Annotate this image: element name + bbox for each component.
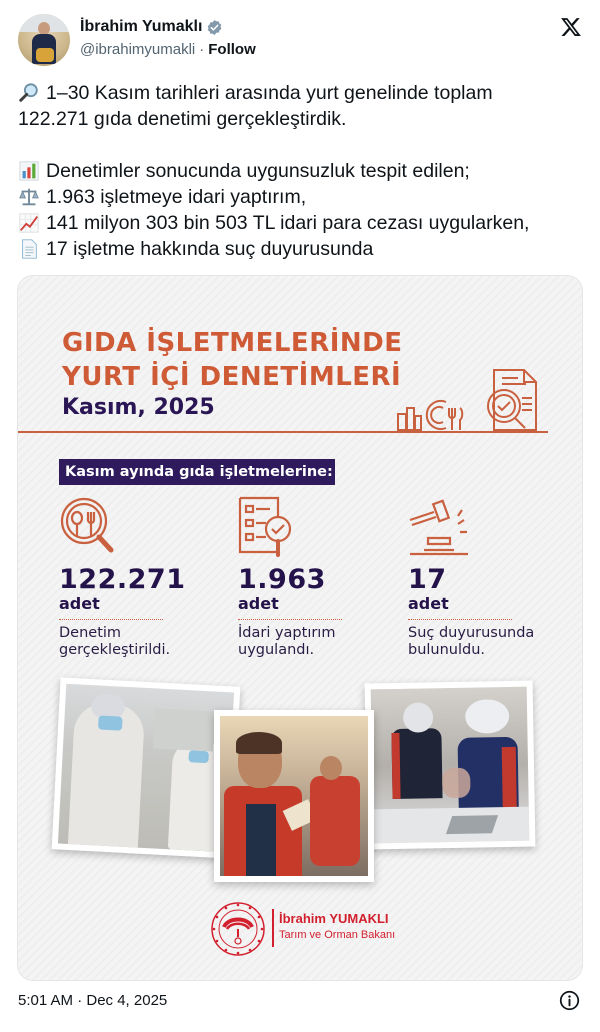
handle-row xyxy=(80,41,256,58)
stat-divider xyxy=(408,619,512,620)
magnifying-glass-icon xyxy=(18,82,40,104)
ministry-signature xyxy=(210,901,410,961)
author-name[interactable]: İbrahim Yumaklı xyxy=(80,18,203,35)
tweet-line: Denetimler sonucunda uygunsuzluk tespit edilen; xyxy=(18,158,584,184)
stat-unit: adet xyxy=(408,594,449,613)
stat-divider xyxy=(238,619,342,620)
chart-increasing-icon xyxy=(18,212,40,234)
gavel-icon xyxy=(408,496,470,558)
inspectors-weighing-food-photo xyxy=(365,681,536,850)
stat-description: uygulandı. xyxy=(238,642,315,658)
tweet-text xyxy=(18,80,584,262)
stat-description: gerçekleştirildi. xyxy=(59,642,171,658)
info-icon[interactable] xyxy=(559,990,580,1011)
stat-inspections xyxy=(59,496,229,659)
tweet-line: 141 milyon 303 bin 503 TL idari para cezası uygularken, xyxy=(18,210,584,236)
stat-unit: adet xyxy=(238,594,279,613)
author-handle[interactable]: @ibrahimyumakli xyxy=(80,41,196,58)
photo-collage xyxy=(18,676,583,886)
stat-description: bulunuldu. xyxy=(408,642,486,658)
ministry-seal-icon xyxy=(210,901,266,957)
document-search-icon xyxy=(488,370,536,430)
tweet-line: 1.963 işletmeye idari yaptırım, xyxy=(18,184,584,210)
tweet-blank-line xyxy=(18,132,584,158)
stat-description: Denetim xyxy=(59,625,122,641)
signature-divider xyxy=(272,909,274,947)
stat-value: 1.963 xyxy=(238,564,326,595)
inspectors-in-lab-photo xyxy=(52,677,241,858)
author-name-row xyxy=(80,18,223,36)
stat-unit: adet xyxy=(59,594,100,613)
tweet-line: 17 işletme hakkında suç duyurusunda xyxy=(18,236,584,262)
checklist-inspection-icon xyxy=(238,496,300,558)
verified-badge-icon xyxy=(206,19,223,36)
follow-button[interactable]: Follow xyxy=(208,41,256,58)
x-logo-icon[interactable] xyxy=(560,16,582,38)
stat-value: 122.271 xyxy=(59,564,186,595)
stat-description: İdari yaptırım xyxy=(238,625,336,641)
infographic-subtitle: Kasım, 2025 xyxy=(62,395,215,420)
bar-chart-icon xyxy=(18,160,40,182)
page-icon xyxy=(18,238,40,260)
stat-value: 17 xyxy=(408,564,447,595)
separator-dot: · xyxy=(199,41,205,58)
stat-criminal-complaints xyxy=(408,496,578,659)
tweet-line: 122.271 gıda denetimi gerçekleştirdik. xyxy=(18,108,347,130)
signature-name: İbrahim YUMAKLI xyxy=(279,911,389,926)
infographic-image[interactable] xyxy=(17,275,583,981)
infographic-title-line1: GIDA İŞLETMELERİNDE xyxy=(62,328,403,358)
stat-divider xyxy=(59,619,163,620)
plate-cutlery-icon xyxy=(427,401,462,430)
tweet-line: 1–30 Kasım tarihleri arasında yurt genelinde toplam xyxy=(18,80,584,106)
tweet-timestamp[interactable]: 5:01 AM · Dec 4, 2025 xyxy=(18,992,168,1009)
food-inspection-icon xyxy=(59,496,121,558)
stat-description: Suç duyurusunda xyxy=(408,625,535,641)
signature-role: Tarım ve Orman Bakanı xyxy=(279,929,396,941)
infographic-title-line2: YURT İÇİ DENETİMLERİ xyxy=(62,362,402,392)
avatar[interactable] xyxy=(18,14,70,66)
stat-sanctions xyxy=(238,496,408,659)
tweet-header xyxy=(18,14,584,66)
scales-icon xyxy=(18,186,40,208)
inspector-in-supermarket-photo xyxy=(214,710,374,882)
groceries-icon xyxy=(398,408,421,430)
stats-banner: Kasım ayında gıda işletmelerine: xyxy=(59,459,335,485)
header-illustration-icons xyxy=(396,368,546,432)
